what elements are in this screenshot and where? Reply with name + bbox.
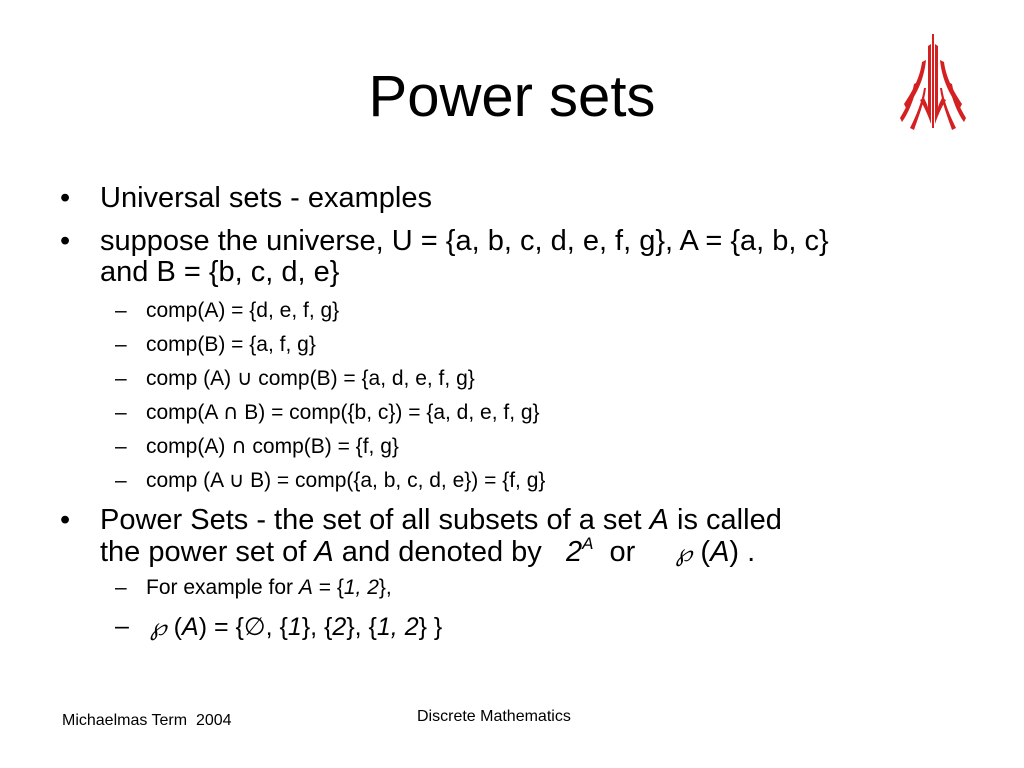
slide-title: Power sets: [368, 64, 656, 129]
power-set-symbol: ℘: [675, 539, 693, 567]
bullet-universal-sets: Universal sets - examples: [100, 182, 432, 214]
dash-marker: –: [115, 333, 127, 356]
intersection-symbol: ∩: [223, 400, 239, 424]
sub-comp-a: comp(A) = {d, e, f, g}: [146, 299, 340, 322]
dash-marker: –: [115, 612, 129, 640]
sub-example: For example for A = {1, 2},: [146, 576, 392, 599]
dash-marker: –: [115, 299, 127, 322]
empty-set-symbol: ∅: [243, 612, 266, 641]
sub-comp-union: comp (A) ∪ comp(B) = {a, d, e, f, g}: [146, 366, 475, 390]
bullet-power-sets-line1: Power Sets - the set of all subsets of a set A is called: [100, 504, 782, 536]
union-symbol: ∪: [237, 366, 253, 390]
dash-marker: –: [115, 469, 127, 492]
dash-marker: –: [115, 435, 127, 458]
bullet-universe-line2: and B = {b, c, d, e}: [100, 256, 340, 288]
sub-power-set-result: ℘ (A) = {∅, {1}, {2}, {1, 2} }: [150, 612, 443, 641]
sub-comp-intersection: comp(A ∩ B) = comp({b, c}) = {a, d, e, f, g}: [146, 400, 540, 424]
bullet-marker: •: [60, 182, 71, 214]
dash-marker: –: [115, 401, 127, 424]
sub-comp-of-union: comp (A ∪ B) = comp({a, b, c, d, e}) = {f, g}: [146, 468, 546, 492]
sub-comp-a-intersect-comp-b: comp(A) ∩ comp(B) = {f, g}: [146, 434, 399, 458]
bullet-universe-line1: suppose the universe, U = {a, b, c, d, e, f, g}, A = {a, b, c}: [100, 225, 829, 257]
union-symbol: ∪: [228, 468, 245, 492]
power-set-symbol: ℘: [150, 613, 167, 641]
sub-comp-b: comp(B) = {a, f, g}: [146, 333, 316, 356]
bullet-marker: •: [60, 504, 71, 536]
intersection-symbol: ∩: [231, 434, 247, 458]
dash-marker: –: [115, 576, 127, 599]
footer-course: Discrete Mathematics: [417, 708, 571, 725]
footer-term: Michaelmas Term 2004: [62, 712, 232, 729]
bullet-power-sets-line2: the power set of A and denoted by $2^A$ or ℘ (A) .: [100, 534, 756, 568]
bullet-marker: •: [60, 225, 71, 257]
dash-marker: –: [115, 367, 127, 390]
